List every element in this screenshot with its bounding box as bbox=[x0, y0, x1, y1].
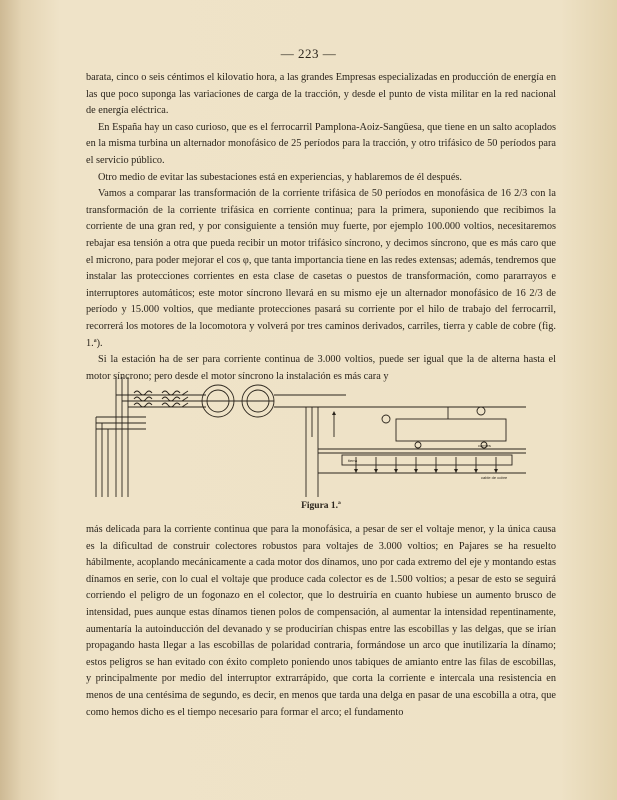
figure-caption: Figura 1.ª bbox=[301, 501, 341, 511]
label-tierra: tierra bbox=[348, 458, 358, 463]
paragraph: más delicada para la corriente continua que para la monofásica, a pesar de ser el voltaje menor, y la única causa es la dificultad de construir colectores robustos para voltajes de 3.000 voltios; en Pajares se ha resuelto hábilmente, acoplando mecánicamente a cada motor dos dínamos, uno por cada extremo del eje y montando estas dínamos en serie, con lo cual el voltaje que produce cada colector es de 1.500 voltios; a pesar de esto se seguirá corriendo el peligro de un fogonazo en el colector, que lo destruiría en cuanto hubiese un aumento brusco de intensidad, pues aunque estas dínamos tienen polos de compensación, al aumentar la intensidad repentinamente, aumentaría la autoinducción del devanado y se producirían chispas entre las escobillas y las delgas, que se irían propagando hasta llegar a las escobillas de polaridad contraria, formándose un arco que inutilizaría la dínamo; estos peligros se han evitado con éxito completo poniendo unos tabiques de amianto entre las filas de escobillas, y principalmente por medio del interruptor extrarrápido, que corta la corriente e intercala una resistencia en menos de una centésima de segundo, es decir, en menos que tarda una delga en pasar de una escobilla a otra, que como hemos dicho es el tiempo necesario para formar el arco; el fundamento bbox=[86, 524, 556, 718]
circuit-diagram bbox=[86, 367, 556, 499]
page-number: — 223 — bbox=[280, 46, 337, 61]
paragraph: Si la estación ha de ser para corriente continua de 3.000 voltios, puede ser igual que la de alterna hasta el motor síncrono; pero desde el motor síncrono la instalación es más cara y bbox=[86, 354, 556, 382]
body-text-bottom bbox=[86, 522, 556, 721]
label-cable: cable de cobre bbox=[481, 475, 508, 480]
label-carriles: carriles bbox=[478, 443, 491, 448]
paragraph: Otro medio de evitar las subestaciones está en experiencias, y hablaremos de él después. bbox=[98, 171, 462, 183]
paragraph: Vamos a comparar las transformación de la corriente trifásica de 50 períodos en monofásica de 16 2/3 con la transformación de la corriente trifásica en corriente continua; para la primera, suponiendo que recibimos la corriente de una gran red, y por consiguiente a tensión muy fuerte, por ejemplo 100.000 voltios, necesitaremos rebajar esa tensión a otra que pueda recibir un motor trifásico síncrono, y decimos síncrono, que es más caro que el microno, para poder mejorar el cos φ, que tanta importancia tiene en las redes extensas; además, tendremos que instalar las protecciones corrientes en esta clase de casetas o puestos de transformación, como pararrayos e interruptores automáticos; este motor síncrono llevará en su mismo eje un alternador monofásico de 16 2/3 de período y 15.000 voltios, que mediante protecciones pasará su corriente por el hilo de trabajo del ferrocarril, recorrerá los motores de la locomotora y volverá por tres caminos derivados, carriles, tierra y cable de cobre (fig. 1.ª). bbox=[86, 188, 556, 349]
paragraph: barata, cinco o seis céntimos el kilovatio hora, a las grandes Empresas especializadas en producción de energía en las que poco suponga las variaciones de carga de la tracción, y desde el punto de vista militar en la red nacional de energía eléctrica. bbox=[86, 72, 556, 117]
body-text-top bbox=[86, 70, 556, 385]
paragraph: En España hay un caso curioso, que es el ferrocarril Pamplona-Aoiz-Sangüesa, que tiene en un salto acoplados en la misma turbina un alternador monofásico de 25 períodos para la tracción, y otro trifásico de 50 períodos para el servicio público. bbox=[86, 121, 556, 166]
figure-1 bbox=[86, 367, 556, 517]
